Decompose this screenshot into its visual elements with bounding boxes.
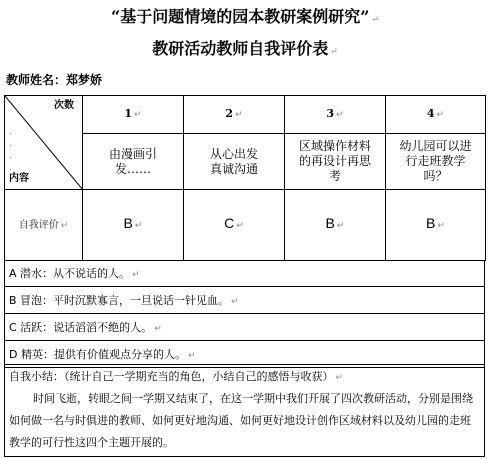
document-subtitle bbox=[0, 36, 490, 59]
session-number-1: 1 ↵ bbox=[83, 96, 184, 134]
session-number-4: 4 ↵ bbox=[386, 96, 486, 134]
topic-cell-3: 区域操作材料 的再设计再思 考 bbox=[285, 134, 386, 190]
document-title bbox=[0, 4, 490, 27]
corner-header-cell bbox=[5, 96, 83, 190]
paragraph-mark: ↵ bbox=[371, 15, 379, 25]
title-main: “基于问题情境的园本教研案例研究” bbox=[111, 7, 370, 26]
grade-cell-3: B ↵ bbox=[285, 190, 386, 261]
title-sub: 教研活动教师自我评价表 bbox=[152, 39, 329, 58]
session-number-3: 3 ↵ bbox=[285, 96, 386, 134]
role-definitions bbox=[4, 260, 485, 368]
self-evaluation-row bbox=[5, 190, 486, 261]
number-row bbox=[5, 96, 486, 134]
role-item-d: D 精英：提供有价值观点分享的人。 ↵ bbox=[5, 341, 485, 368]
self-summary-section bbox=[4, 364, 485, 457]
summary-body: 时间飞逝，转眼之间一学期又结束了，在这一学期中我们开展了四次教研活动，分别是围绕如何做一名与时俱进的教师、如何更好地沟通、如何更好地设计创作区域材料以及幼儿园的走班教学的可行性这四个主题开展的。 bbox=[9, 392, 473, 449]
role-item-a: A 潜水：从不说话的人。 ↵ bbox=[5, 260, 485, 287]
teacher-name-line bbox=[6, 71, 102, 88]
corner-label-content: 内容 bbox=[9, 173, 29, 184]
evaluation-table bbox=[4, 95, 486, 261]
self-eval-label-cell: 自我评价 ↵ bbox=[5, 190, 83, 261]
role-item-c: C 活跃：说话滔滔不绝的人。 ↵ bbox=[5, 314, 485, 341]
topic-cell-1: 由漫画引 发…… bbox=[83, 134, 184, 190]
topic-cell-2: 从心出发 真诚沟通 bbox=[184, 134, 285, 190]
role-item-b: B 冒泡：平时沉默寡言，一旦说话一针见血。 ↵ bbox=[5, 287, 485, 314]
paragraph-marks: . . . . bbox=[9, 127, 12, 173]
summary-heading: 自我小结：（统计自己一学期充当的角色，小结自己的感悟与收获） ↵ bbox=[9, 370, 344, 383]
session-number-2: 2 ↵ bbox=[184, 96, 285, 134]
grade-cell-1: B ↵ bbox=[83, 190, 184, 261]
grade-cell-4: B ↵ bbox=[386, 190, 486, 261]
grade-cell-2: C ↵ bbox=[184, 190, 285, 261]
corner-label-times: 次数 bbox=[54, 100, 74, 111]
teacher-label: 教师姓名： bbox=[6, 73, 67, 87]
paragraph-mark: ↵ bbox=[330, 47, 338, 57]
topic-cell-4: 幼儿园可以进 行走班教学 吗？ bbox=[386, 134, 486, 190]
teacher-name: 郑梦娇 bbox=[66, 73, 103, 87]
